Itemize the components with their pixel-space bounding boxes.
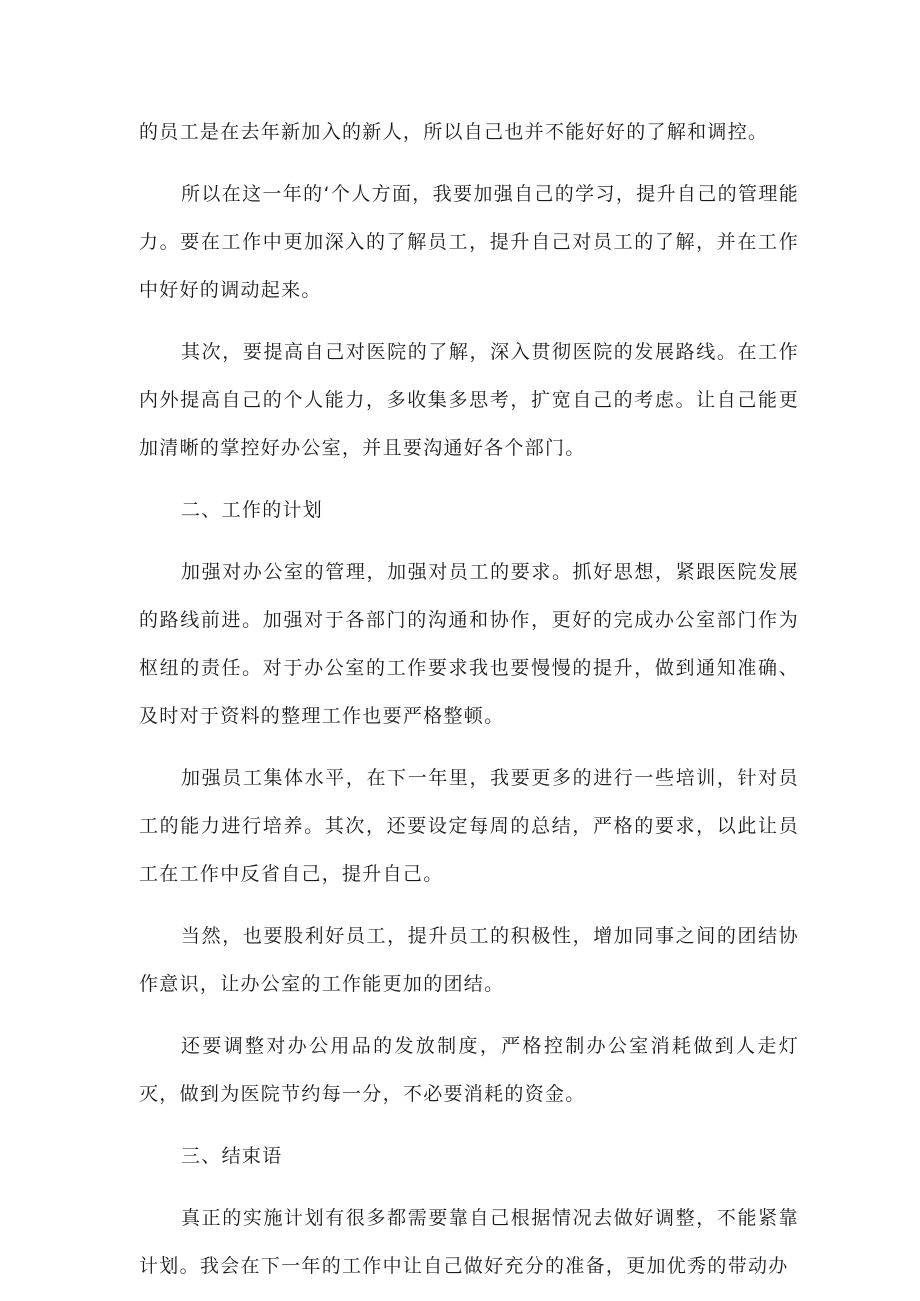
paragraph-continuation: 的员工是在去年新加入的新人，所以自己也并不能好好的了解和调控。 (139, 121, 769, 143)
paragraph-staff-motivation: 当然，也要股利好员工，提升员工的积极性，增加同事之间的团结协作意识，让办公室的工作能更加的团结。 (139, 925, 799, 995)
document-body (139, 108, 799, 1290)
paragraph-office-management: 加强对办公室的管理，加强对员工的要求。抓好思想，紧跟医院发展的路线前进。加强对于各部门的沟通和协作，更好的完成办公室部门作为枢纽的责任。对于办公室的工作要求我也要慢慢的提升，做到通知准确、及时对于资料的整理工作也要严格整顿。 (139, 561, 799, 727)
paragraph-staff-training: 加强员工集体水平，在下一年里，我要更多的进行一些培训，针对员工的能力进行培养。其次，还要设定每周的总结，严格的要求，以此让员工在工作中反省自己，提升自己。 (139, 767, 799, 885)
section-heading-work-plan: 二、工作的计划 (181, 499, 324, 521)
paragraph-office-supplies: 还要调整对办公用品的发放制度，严格控制办公室消耗做到人走灯灭，做到为医院节约每一分，不必要消耗的资金。 (139, 1035, 799, 1105)
paragraph-conclusion: 真正的实施计划有很多都需要靠自己根据情况去做好调整，不能紧靠计划。我会在下一年的工作中让自己做好充分的准备，更加优秀的带动办 (139, 1207, 799, 1277)
section-heading-conclusion: 三、结束语 (181, 1145, 283, 1167)
paragraph-hospital: 其次，要提高自己对医院的了解，深入贯彻医院的发展路线。在工作内外提高自己的个人能力，多收集多思考，扩宽自己的考虑。让自己能更加清晰的掌控好办公室，并且要沟通好各个部门。 (139, 341, 799, 459)
paragraph-personal: 所以在这一年的‘个人方面，我要加强自己的学习，提升自己的管理能力。要在工作中更加深入的了解员工，提升自己对员工的了解，并在工作中好好的调动起来。 (139, 183, 799, 301)
